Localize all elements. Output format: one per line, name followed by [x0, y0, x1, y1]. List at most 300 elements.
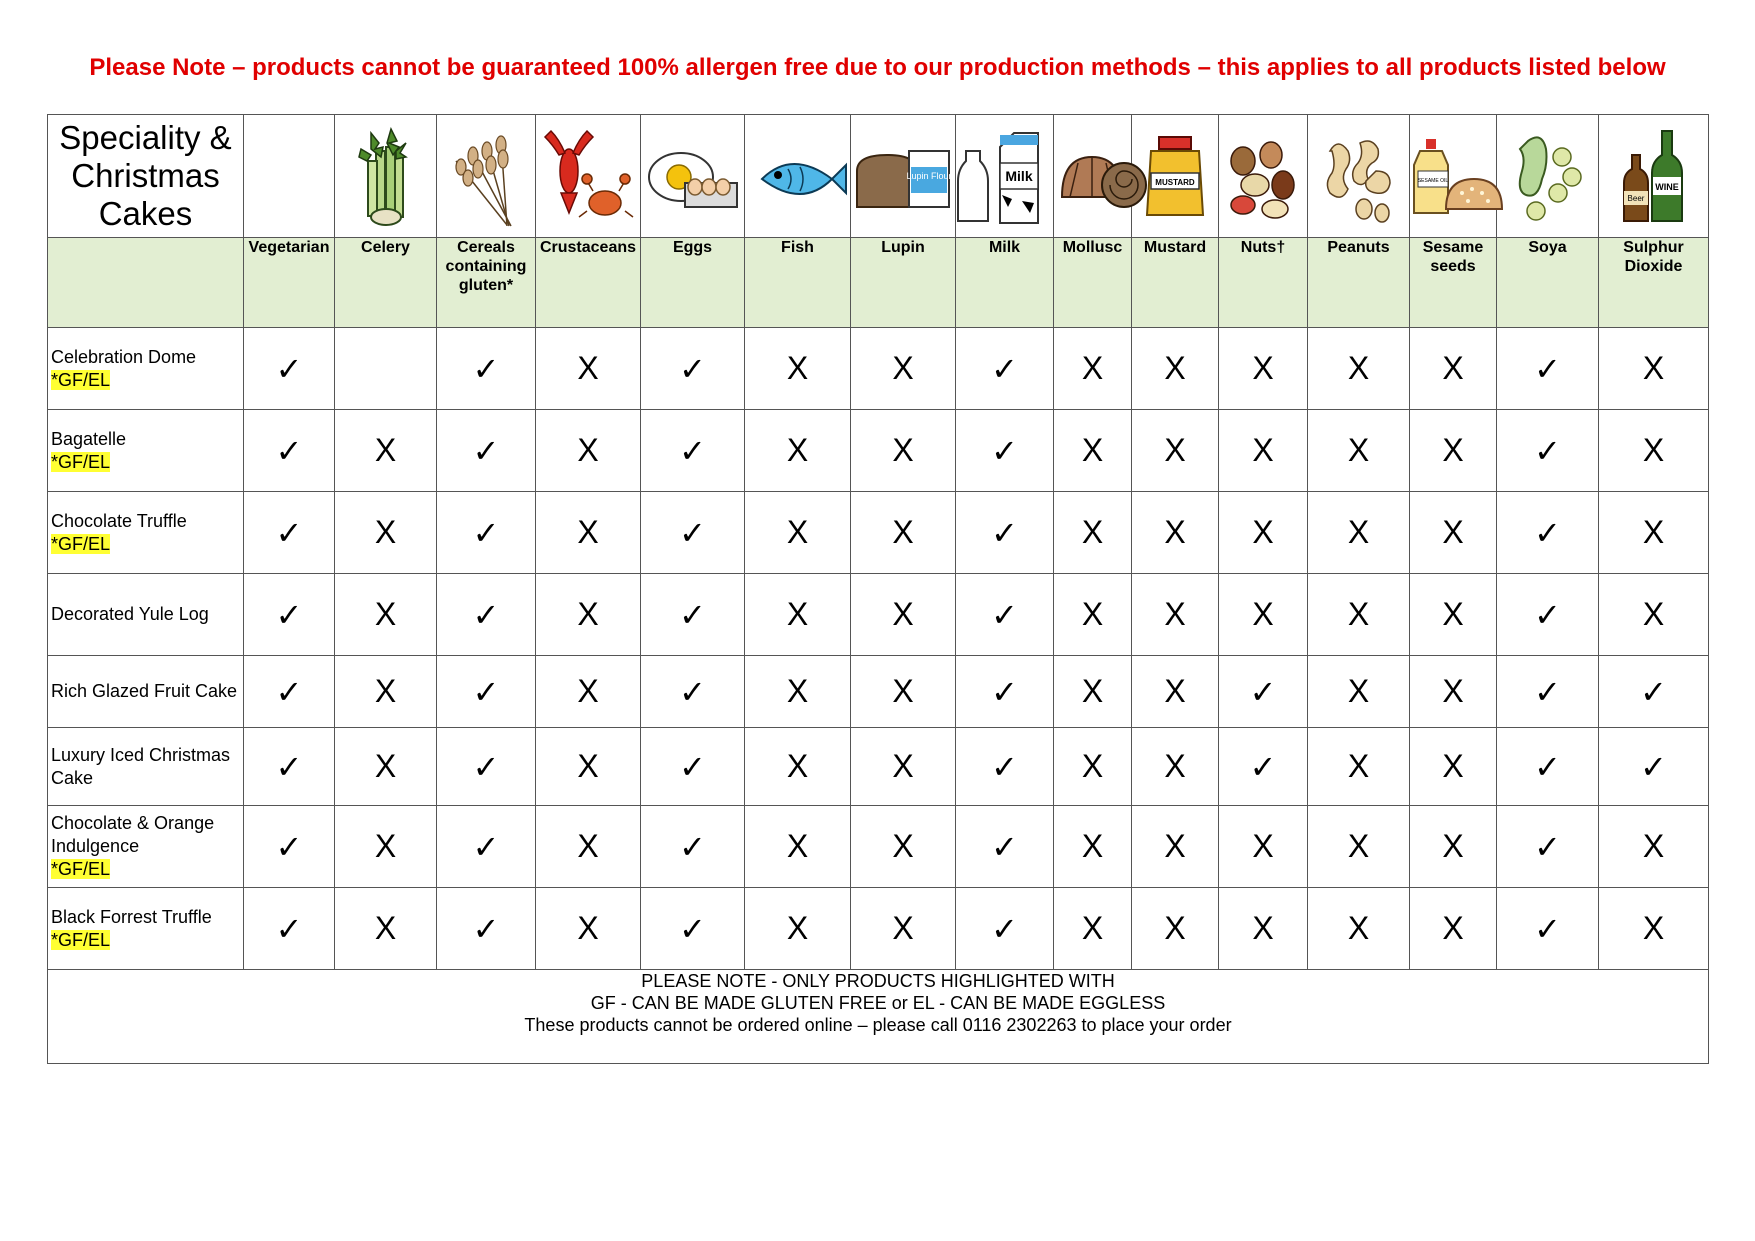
- allergen-mark-cell: [745, 656, 851, 728]
- cross-mark: X: [1442, 350, 1464, 386]
- product-name-cell: [48, 574, 244, 656]
- col-header-fish: Fish: [745, 238, 851, 328]
- icon-row: [48, 115, 1709, 238]
- allergen-mark-cell: [1219, 888, 1308, 970]
- allergen-mark-cell: [851, 806, 956, 888]
- allergen-mark-cell: [1308, 492, 1410, 574]
- cross-mark: X: [1642, 514, 1665, 550]
- cross-mark: X: [1164, 748, 1186, 784]
- allergen-mark-cell: [1410, 328, 1497, 410]
- col-header-mollusc: Mollusc: [1054, 238, 1132, 328]
- check-mark: ✓: [1640, 747, 1667, 786]
- product-name-cell: [48, 328, 244, 410]
- allergen-mark-cell: [851, 328, 956, 410]
- table-row: [48, 656, 1709, 728]
- cross-mark: X: [1442, 828, 1464, 864]
- cross-mark: X: [786, 828, 809, 864]
- allergen-mark-cell: [1599, 888, 1709, 970]
- column-header-row: [48, 238, 1709, 328]
- allergen-mark-cell: [335, 888, 437, 970]
- allergen-mark-cell: [745, 806, 851, 888]
- footer-line-1: PLEASE NOTE - ONLY PRODUCTS HIGHLIGHTED WITH: [641, 971, 1115, 991]
- table-row: [48, 806, 1709, 888]
- cross-mark: X: [1642, 432, 1665, 468]
- allergen-mark-cell: [536, 492, 641, 574]
- allergen-mark-cell: [1410, 574, 1497, 656]
- allergen-mark-cell: [1599, 574, 1709, 656]
- allergen-mark-cell: [437, 656, 536, 728]
- allergen-mark-cell: [1308, 656, 1410, 728]
- check-mark: ✓: [1534, 909, 1561, 948]
- product-rows: [48, 328, 1709, 970]
- check-mark: ✓: [1534, 747, 1561, 786]
- cross-mark: X: [374, 748, 397, 784]
- allergen-mark-cell: [956, 574, 1054, 656]
- allergen-mark-cell: [1599, 410, 1709, 492]
- allergen-mark-cell: [244, 656, 335, 728]
- allergen-mark-cell: [956, 888, 1054, 970]
- check-mark: ✓: [991, 909, 1018, 948]
- mustard-label: MUSTARD: [1155, 178, 1195, 187]
- allergen-mark-cell: [536, 410, 641, 492]
- allergen-mark-cell: [1599, 728, 1709, 806]
- allergen-mark-cell: [956, 806, 1054, 888]
- allergen-mark-cell: [641, 656, 745, 728]
- cross-mark: X: [1642, 596, 1665, 632]
- check-mark: ✓: [991, 349, 1018, 388]
- check-mark: ✓: [679, 672, 706, 711]
- cross-mark: X: [1164, 350, 1186, 386]
- check-mark: ✓: [679, 909, 706, 948]
- allergen-mark-cell: [1054, 806, 1132, 888]
- cross-mark: X: [1252, 828, 1274, 864]
- beer-label: Beer: [1627, 194, 1644, 203]
- gf-el-badge: *GF/EL: [51, 451, 111, 472]
- allergen-mark-cell: [745, 492, 851, 574]
- allergen-mark-cell: [536, 728, 641, 806]
- allergen-mark-cell: [745, 888, 851, 970]
- check-mark: ✓: [991, 431, 1018, 470]
- product-name-cell: [48, 656, 244, 728]
- check-mark: ✓: [472, 827, 500, 866]
- peanuts-icon: [1308, 115, 1410, 238]
- allergen-mark-cell: [1497, 328, 1599, 410]
- shell-icon: [1054, 115, 1132, 238]
- check-mark: ✓: [472, 909, 500, 948]
- allergen-mark-cell: [437, 806, 536, 888]
- allergen-mark-cell: [641, 888, 745, 970]
- cross-mark: X: [1081, 828, 1104, 864]
- cross-mark: X: [1347, 514, 1370, 550]
- allergen-mark-cell: [1308, 328, 1410, 410]
- cross-mark: X: [1081, 432, 1104, 468]
- cross-mark: X: [1347, 748, 1370, 784]
- col-header-vegetarian: Vegetarian: [244, 238, 335, 328]
- cross-mark: X: [577, 673, 599, 709]
- allergen-mark-cell: [1132, 492, 1219, 574]
- check-mark: ✓: [679, 431, 706, 470]
- check-mark: ✓: [991, 747, 1018, 786]
- allergen-mark-cell: [745, 328, 851, 410]
- product-name: Celebration Dome: [51, 346, 197, 367]
- allergen-mark-cell: [1308, 806, 1410, 888]
- cross-mark: X: [892, 910, 914, 946]
- sesame-oil-label: SESAME OIL: [1417, 178, 1449, 184]
- cross-mark: X: [1347, 828, 1370, 864]
- allergen-mark-cell: [1054, 574, 1132, 656]
- allergen-mark-cell: [335, 574, 437, 656]
- product-name: Rich Glazed Fruit Cake: [51, 681, 238, 701]
- cross-mark: X: [1442, 514, 1464, 550]
- check-mark: ✓: [1534, 349, 1561, 388]
- allergen-mark-cell: [1497, 728, 1599, 806]
- cross-mark: X: [577, 748, 599, 784]
- allergen-mark-cell: [641, 328, 745, 410]
- allergen-mark-cell: [1054, 410, 1132, 492]
- cross-mark: X: [1252, 910, 1274, 946]
- allergen-mark-cell: [1132, 328, 1219, 410]
- allergen-mark-cell: [536, 328, 641, 410]
- allergen-mark-cell: [335, 328, 437, 410]
- check-mark: ✓: [275, 672, 303, 711]
- allergen-mark-cell: [244, 492, 335, 574]
- check-mark: ✓: [991, 595, 1018, 634]
- cross-mark: X: [1347, 910, 1370, 946]
- col-header-crustaceans: Crustaceans: [536, 238, 641, 328]
- gf-el-badge: *GF/EL: [51, 369, 111, 390]
- allergen-mark-cell: [641, 728, 745, 806]
- allergen-mark-cell: [956, 492, 1054, 574]
- col-header-sulphur: Sulphur Dioxide: [1599, 238, 1709, 328]
- cross-mark: X: [577, 910, 599, 946]
- product-name-cell: [48, 806, 244, 888]
- wine-beer-icon: [1599, 115, 1709, 238]
- product-name: Chocolate Truffle: [51, 510, 187, 531]
- check-mark: ✓: [1534, 672, 1561, 711]
- check-mark: ✓: [991, 827, 1018, 866]
- table-row: [48, 492, 1709, 574]
- allergen-mark-cell: [1054, 728, 1132, 806]
- check-mark: ✓: [1534, 595, 1561, 634]
- allergen-mark-cell: [745, 574, 851, 656]
- soya-icon: [1497, 115, 1599, 238]
- col-header-peanuts: Peanuts: [1308, 238, 1410, 328]
- cross-mark: X: [892, 673, 914, 709]
- cross-mark: X: [786, 673, 809, 709]
- product-name-cell: [48, 728, 244, 806]
- allergen-mark-cell: [1497, 888, 1599, 970]
- allergen-table: [47, 114, 1709, 1064]
- allergen-mark-cell: [851, 656, 956, 728]
- allergen-mark-cell: [1219, 492, 1308, 574]
- allergen-mark-cell: [851, 574, 956, 656]
- allergen-mark-cell: [1054, 656, 1132, 728]
- allergen-mark-cell: [1308, 574, 1410, 656]
- cross-mark: X: [1081, 910, 1104, 946]
- cross-mark: X: [577, 350, 599, 386]
- cross-mark: X: [1252, 596, 1274, 632]
- table-title: Speciality & Christmas Cakes: [48, 115, 244, 238]
- allergen-mark-cell: [956, 656, 1054, 728]
- table-row: [48, 328, 1709, 410]
- allergen-mark-cell: [1132, 410, 1219, 492]
- cross-mark: X: [1442, 432, 1464, 468]
- check-mark: ✓: [275, 349, 303, 388]
- col-header-cereals: Cereals containing gluten*: [437, 238, 536, 328]
- cross-mark: X: [1164, 432, 1186, 468]
- check-mark: ✓: [275, 431, 303, 470]
- allergen-mark-cell: [1308, 728, 1410, 806]
- allergen-mark-cell: [851, 888, 956, 970]
- check-mark: ✓: [1640, 672, 1667, 711]
- check-mark: ✓: [1534, 513, 1561, 552]
- allergen-mark-cell: [745, 728, 851, 806]
- cross-mark: X: [1642, 910, 1665, 946]
- check-mark: ✓: [472, 431, 500, 470]
- allergen-mark-cell: [437, 728, 536, 806]
- allergen-mark-cell: [641, 410, 745, 492]
- check-mark: ✓: [679, 827, 706, 866]
- allergen-mark-cell: [244, 806, 335, 888]
- cross-mark: X: [786, 748, 809, 784]
- cross-mark: X: [577, 432, 599, 468]
- allergen-mark-cell: [956, 728, 1054, 806]
- footer-line-3: These products cannot be ordered online – please call 0116 2302263 to place your order: [524, 1015, 1232, 1035]
- allergen-mark-cell: [437, 410, 536, 492]
- col-header-milk: Milk: [956, 238, 1054, 328]
- check-mark: ✓: [275, 909, 303, 948]
- cross-mark: X: [1081, 748, 1104, 784]
- allergen-mark-cell: [851, 728, 956, 806]
- cross-mark: X: [1081, 350, 1104, 386]
- check-mark: ✓: [1249, 747, 1277, 786]
- cross-mark: X: [374, 910, 397, 946]
- allergen-mark-cell: [437, 888, 536, 970]
- cross-mark: X: [374, 673, 397, 709]
- check-mark: ✓: [1534, 827, 1561, 866]
- lupin-flour-label: Lupin Flour: [906, 171, 952, 181]
- allergen-mark-cell: [1054, 328, 1132, 410]
- cross-mark: X: [1164, 673, 1186, 709]
- cross-mark: X: [1081, 514, 1104, 550]
- check-mark: ✓: [275, 513, 303, 552]
- header-blank: [48, 238, 244, 328]
- table-row: [48, 888, 1709, 970]
- allergen-notice: Please Note – products cannot be guaranteed 100% allergen free due to our production methods – this applies to all products listed below: [89, 54, 1666, 81]
- allergen-mark-cell: [1308, 410, 1410, 492]
- milk-label: Milk: [1005, 168, 1033, 184]
- allergen-mark-cell: [1410, 492, 1497, 574]
- cross-mark: X: [892, 596, 914, 632]
- allergen-mark-cell: [1497, 806, 1599, 888]
- product-name: Black Forrest Truffle: [51, 906, 212, 927]
- gf-el-badge: *GF/EL: [51, 859, 111, 879]
- allergen-mark-cell: [1308, 888, 1410, 970]
- col-header-mustard: Mustard: [1132, 238, 1219, 328]
- eggs-icon: [641, 115, 745, 238]
- product-name: Luxury Iced Christmas Cake: [51, 744, 231, 788]
- allergen-mark-cell: [641, 492, 745, 574]
- cross-mark: X: [1642, 350, 1665, 386]
- cross-mark: X: [374, 596, 397, 632]
- check-mark: ✓: [275, 747, 303, 786]
- col-header-celery: Celery: [335, 238, 437, 328]
- allergen-mark-cell: [335, 806, 437, 888]
- footer-note: [48, 970, 1709, 1064]
- cross-mark: X: [1442, 673, 1464, 709]
- allergen-mark-cell: [1219, 328, 1308, 410]
- product-name: Chocolate & Orange Indulgence: [51, 813, 215, 856]
- cross-mark: X: [786, 596, 809, 632]
- cross-mark: X: [892, 828, 914, 864]
- sesame-icon: [1410, 115, 1497, 238]
- cross-mark: X: [374, 514, 397, 550]
- check-mark: ✓: [679, 349, 706, 388]
- cross-mark: X: [1164, 828, 1186, 864]
- cross-mark: X: [892, 748, 914, 784]
- col-header-nuts: Nuts†: [1219, 238, 1308, 328]
- cross-mark: X: [1252, 514, 1274, 550]
- check-mark: ✓: [679, 513, 706, 552]
- cross-mark: X: [1081, 596, 1104, 632]
- cross-mark: X: [374, 828, 397, 864]
- col-header-soya: Soya: [1497, 238, 1599, 328]
- allergen-mark-cell: [244, 328, 335, 410]
- allergen-mark-cell: [1132, 888, 1219, 970]
- allergen-mark-cell: [1599, 492, 1709, 574]
- allergen-mark-cell: [536, 806, 641, 888]
- cross-mark: X: [577, 828, 599, 864]
- product-name-cell: [48, 410, 244, 492]
- allergen-mark-cell: [335, 492, 437, 574]
- cross-mark: X: [1252, 350, 1274, 386]
- cross-mark: X: [1347, 596, 1370, 632]
- allergen-mark-cell: [1410, 410, 1497, 492]
- footer-line-2: GF - CAN BE MADE GLUTEN FREE or EL - CAN BE MADE EGGLESS: [590, 993, 1166, 1013]
- cross-mark: X: [374, 432, 397, 468]
- allergen-mark-cell: [1219, 574, 1308, 656]
- allergen-mark-cell: [437, 328, 536, 410]
- check-mark: ✓: [1249, 672, 1277, 711]
- allergen-mark-cell: [437, 574, 536, 656]
- footer-row: [48, 970, 1709, 1064]
- product-name-cell: [48, 888, 244, 970]
- allergen-mark-cell: [1497, 656, 1599, 728]
- check-mark: ✓: [472, 513, 500, 552]
- check-mark: ✓: [472, 349, 500, 388]
- check-mark: ✓: [991, 672, 1018, 711]
- check-mark: ✓: [679, 595, 706, 634]
- check-mark: ✓: [275, 827, 303, 866]
- cross-mark: X: [1164, 514, 1186, 550]
- col-header-sesame: Sesame seeds: [1410, 238, 1497, 328]
- allergen-mark-cell: [1410, 806, 1497, 888]
- fish-icon: [745, 115, 851, 238]
- allergen-mark-cell: [536, 888, 641, 970]
- allergen-mark-cell: [1054, 492, 1132, 574]
- check-mark: ✓: [275, 595, 303, 634]
- cross-mark: X: [786, 910, 809, 946]
- cross-mark: X: [577, 596, 599, 632]
- nuts-icon: [1219, 115, 1308, 238]
- allergen-mark-cell: [1132, 806, 1219, 888]
- allergen-mark-cell: [1132, 728, 1219, 806]
- table-row: [48, 574, 1709, 656]
- check-mark: ✓: [991, 513, 1018, 552]
- product-name: Decorated Yule Log: [51, 604, 209, 624]
- allergen-mark-cell: [851, 492, 956, 574]
- allergen-mark-cell: [1219, 410, 1308, 492]
- allergen-mark-cell: [437, 492, 536, 574]
- cross-mark: X: [1442, 748, 1464, 784]
- product-name: Bagatelle: [51, 428, 127, 449]
- allergen-mark-cell: [1132, 574, 1219, 656]
- table-row: [48, 728, 1709, 806]
- allergen-mark-cell: [1219, 806, 1308, 888]
- celery-icon: [335, 115, 437, 238]
- allergen-mark-cell: [335, 656, 437, 728]
- cross-mark: X: [1081, 673, 1104, 709]
- allergen-mark-cell: [1599, 806, 1709, 888]
- cross-mark: X: [1164, 910, 1186, 946]
- col-header-lupin: Lupin: [851, 238, 956, 328]
- allergen-mark-cell: [1410, 888, 1497, 970]
- check-mark: ✓: [472, 595, 500, 634]
- allergen-mark-cell: [956, 328, 1054, 410]
- check-mark: ✓: [472, 672, 500, 711]
- milk-icon: [956, 115, 1054, 238]
- gf-el-badge: *GF/EL: [51, 533, 111, 554]
- allergen-mark-cell: [1219, 728, 1308, 806]
- cross-mark: X: [892, 350, 914, 386]
- cross-mark: X: [1442, 910, 1464, 946]
- cross-mark: X: [1442, 596, 1464, 632]
- cross-mark: X: [786, 350, 809, 386]
- allergen-mark-cell: [335, 410, 437, 492]
- gf-el-badge: *GF/EL: [51, 929, 111, 950]
- cross-mark: X: [1347, 673, 1370, 709]
- lupin-flour-icon: [851, 115, 956, 238]
- allergen-mark-cell: [851, 410, 956, 492]
- allergen-mark-cell: [536, 574, 641, 656]
- allergen-mark-cell: [641, 806, 745, 888]
- cross-mark: X: [892, 514, 914, 550]
- allergen-mark-cell: [1132, 656, 1219, 728]
- cross-mark: X: [1347, 350, 1370, 386]
- check-mark: ✓: [1534, 431, 1561, 470]
- col-header-eggs: Eggs: [641, 238, 745, 328]
- allergen-mark-cell: [1497, 574, 1599, 656]
- lobster-crab-icon: [536, 115, 641, 238]
- allergen-mark-cell: [956, 410, 1054, 492]
- allergen-mark-cell: [1219, 656, 1308, 728]
- allergen-mark-cell: [244, 888, 335, 970]
- wine-label: WINE: [1654, 182, 1679, 192]
- allergen-mark-cell: [1497, 410, 1599, 492]
- allergen-mark-cell: [641, 574, 745, 656]
- allergen-mark-cell: [745, 410, 851, 492]
- allergen-mark-cell: [244, 410, 335, 492]
- allergen-mark-cell: [1054, 888, 1132, 970]
- cross-mark: X: [892, 432, 914, 468]
- cross-mark: X: [1642, 828, 1665, 864]
- product-name-cell: [48, 492, 244, 574]
- check-mark: ✓: [472, 747, 500, 786]
- allergen-mark-cell: [244, 574, 335, 656]
- allergen-mark-cell: [1410, 728, 1497, 806]
- allergen-mark-cell: [335, 728, 437, 806]
- allergen-mark-cell: [1599, 656, 1709, 728]
